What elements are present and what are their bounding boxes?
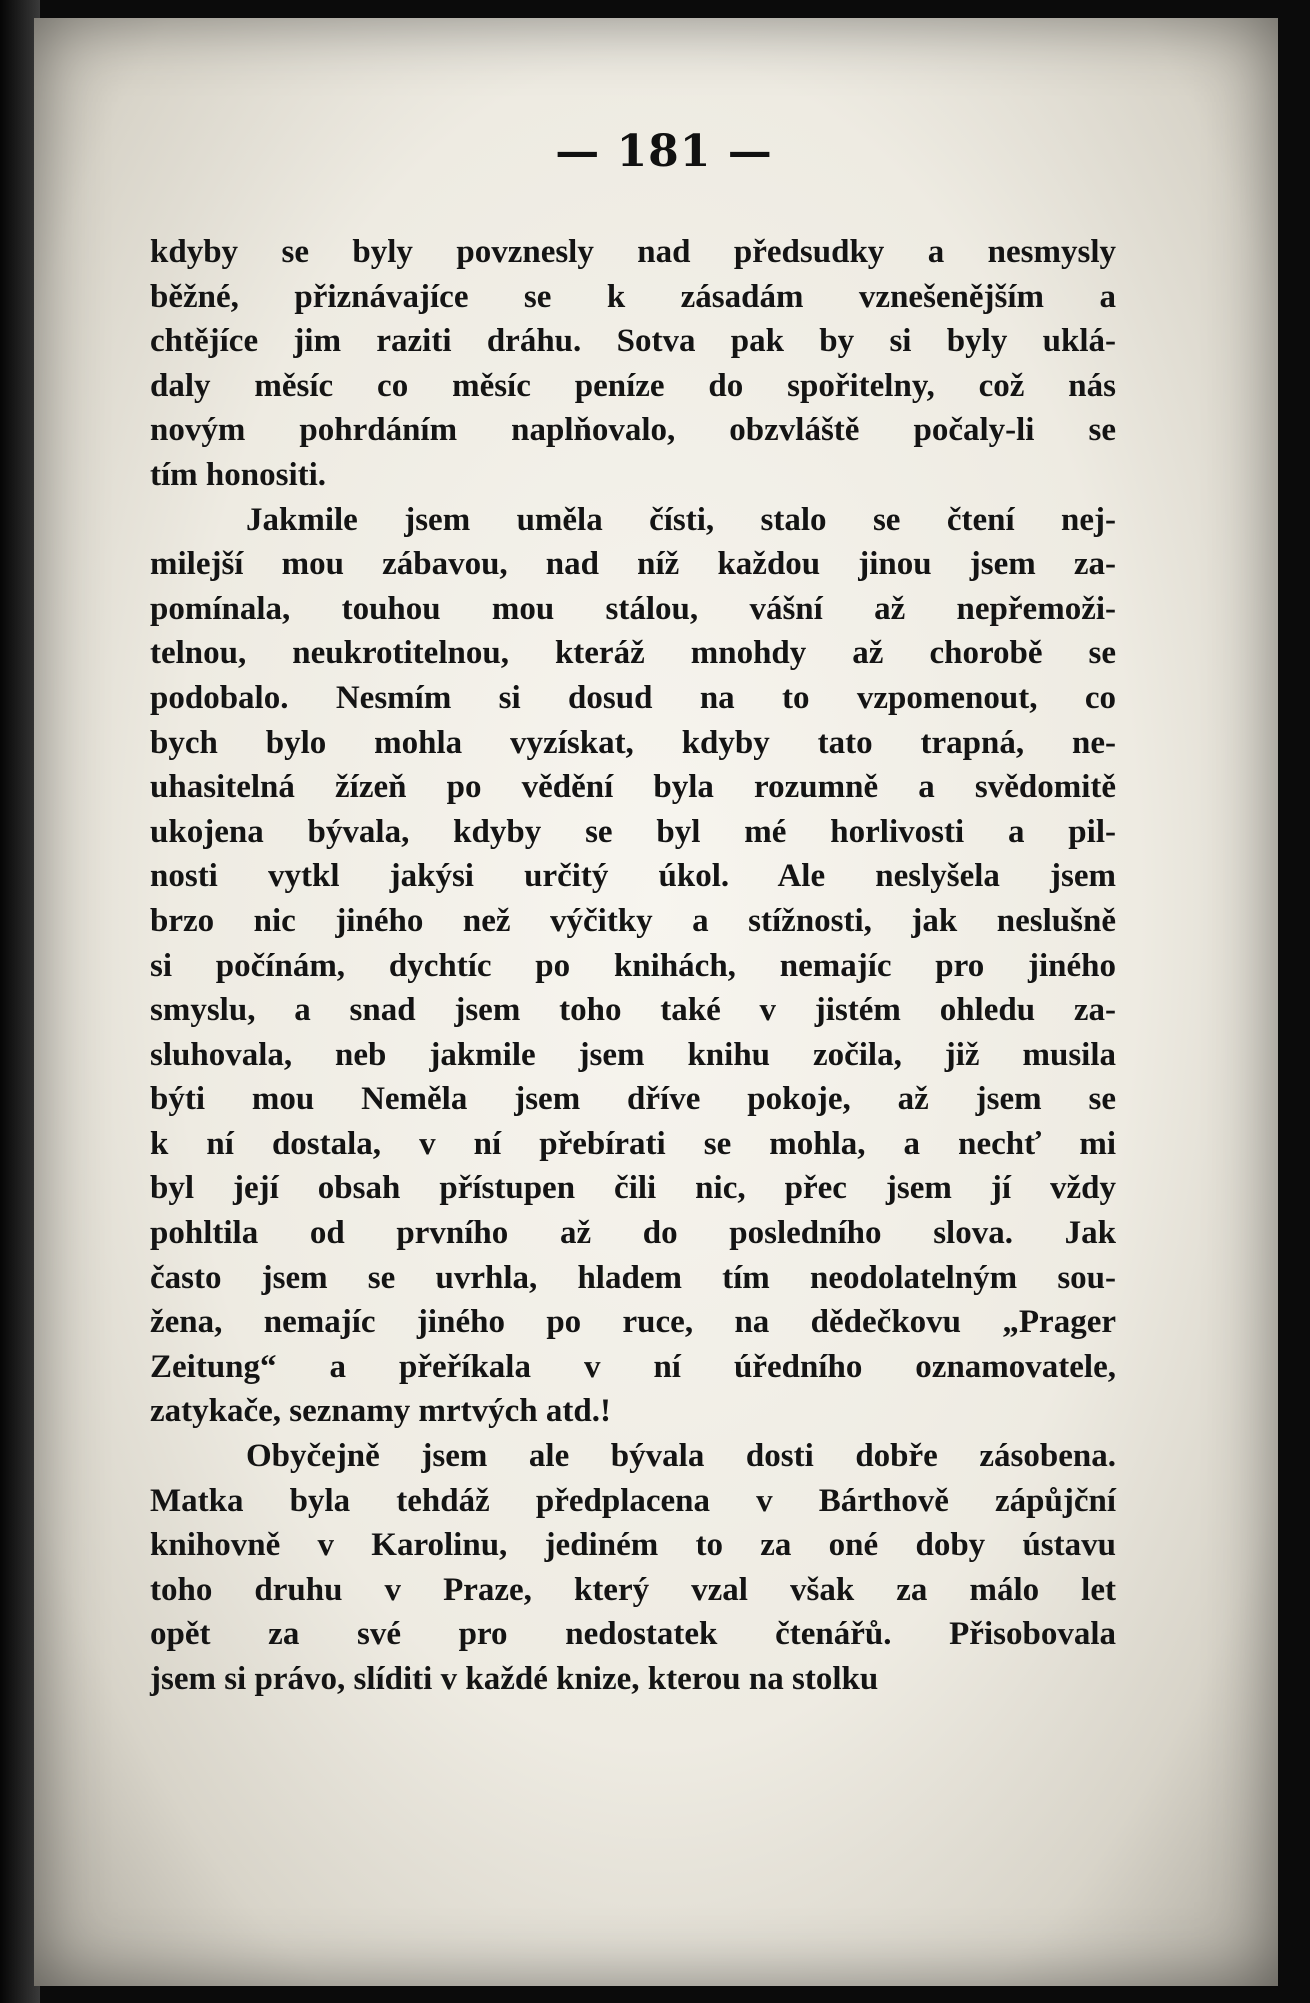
page-number: — 181 —: [555, 126, 773, 177]
text-line: podobalo. Nesmím si dosud na to vzpomenout, co: [150, 679, 1116, 716]
text-line: novým pohrdáním naplňovalo, obzvláště počaly-li se: [150, 412, 1116, 449]
text-line: byl její obsah přístupen čili nic, přec jsem jí vždy: [150, 1170, 1116, 1207]
text-line: k ní dostala, v ní přebírati se mohla, a nechť mi: [150, 1125, 1116, 1162]
text-line: opět za své pro nedostatek čtenářů. Přisobovala: [150, 1616, 1116, 1653]
text-line: sluhovala, neb jakmile jsem knihu zočila, již musila: [150, 1036, 1116, 1073]
paragraph: [150, 1434, 1116, 1702]
text-line: nosti vytkl jakýsi určitý úkol. Ale neslyšela jsem: [150, 858, 1116, 895]
paragraph: [150, 230, 1116, 498]
text-line: Zeitung“ a přeříkala v ní úředního oznamovatele,: [150, 1348, 1116, 1385]
text-line: zatykače, seznamy mrtvých atd.!: [150, 1393, 611, 1430]
body-text: [150, 230, 1116, 1702]
text-line: pomínala, touhou mou stálou, vášní až nepřemoži-: [150, 590, 1116, 627]
text-line: Matka byla tehdáž předplacena v Bárthově zápůjční: [150, 1482, 1116, 1519]
text-line: často jsem se uvrhla, hladem tím neodolatelným sou-: [150, 1259, 1116, 1296]
text-line: býti mou Neměla jsem dříve pokoje, až jsem se: [150, 1081, 1116, 1118]
text-line: bych bylo mohla vyzískat, kdyby tato trapná, ne-: [150, 724, 1116, 761]
text-line: smyslu, a snad jsem toho také v jistém ohledu za-: [150, 992, 1116, 1029]
text-line: Jakmile jsem uměla čísti, stalo se čtení nej-: [246, 501, 1116, 538]
text-line: pohltila od prvního až do posledního slova. Jak: [150, 1215, 1116, 1252]
text-line: chtějíce jim raziti dráhu. Sotva pak by si byly uklá-: [150, 323, 1116, 360]
text-line: kdyby se byly povznesly nad předsudky a nesmysly: [150, 234, 1116, 270]
text-line: brzo nic jiného než výčitky a stížnosti, jak neslušně: [150, 902, 1116, 939]
text-line: si počínám, dychtíc po knihách, nemajíc pro jiného: [150, 947, 1116, 984]
text-line: telnou, neukrotitelnou, kteráž mnohdy až chorobě se: [150, 635, 1116, 672]
text-line: jsem si právo, slíditi v každé knize, kterou na stolku: [150, 1661, 879, 1697]
paragraph: [150, 498, 1116, 1434]
paper-sheet: [34, 18, 1278, 1986]
text-line: běžné, přiznávajíce se k zásadám vznešenějším a: [150, 278, 1116, 315]
text-line: daly měsíc co měsíc peníze do spořitelny, což nás: [150, 367, 1116, 404]
text-line: tím honositi.: [150, 456, 327, 493]
text-line: toho druhu v Praze, který vzal však za málo let: [150, 1571, 1116, 1608]
text-line: Obyčejně jsem ale bývala dosti dobře zásobena.: [246, 1438, 1116, 1475]
text-line: knihovně v Karolinu, jediném to za oné doby ústavu: [150, 1527, 1116, 1564]
text-line: ukojena bývala, kdyby se byl mé horlivosti a pil-: [150, 813, 1116, 850]
text-line: žena, nemajíc jiného po ruce, na dědečkovu „Prager: [150, 1304, 1116, 1341]
text-line: milejší mou zábavou, nad níž každou jinou jsem za-: [150, 546, 1116, 583]
text-line: uhasitelná žízeň po vědění byla rozumně a svědomitě: [150, 769, 1116, 806]
